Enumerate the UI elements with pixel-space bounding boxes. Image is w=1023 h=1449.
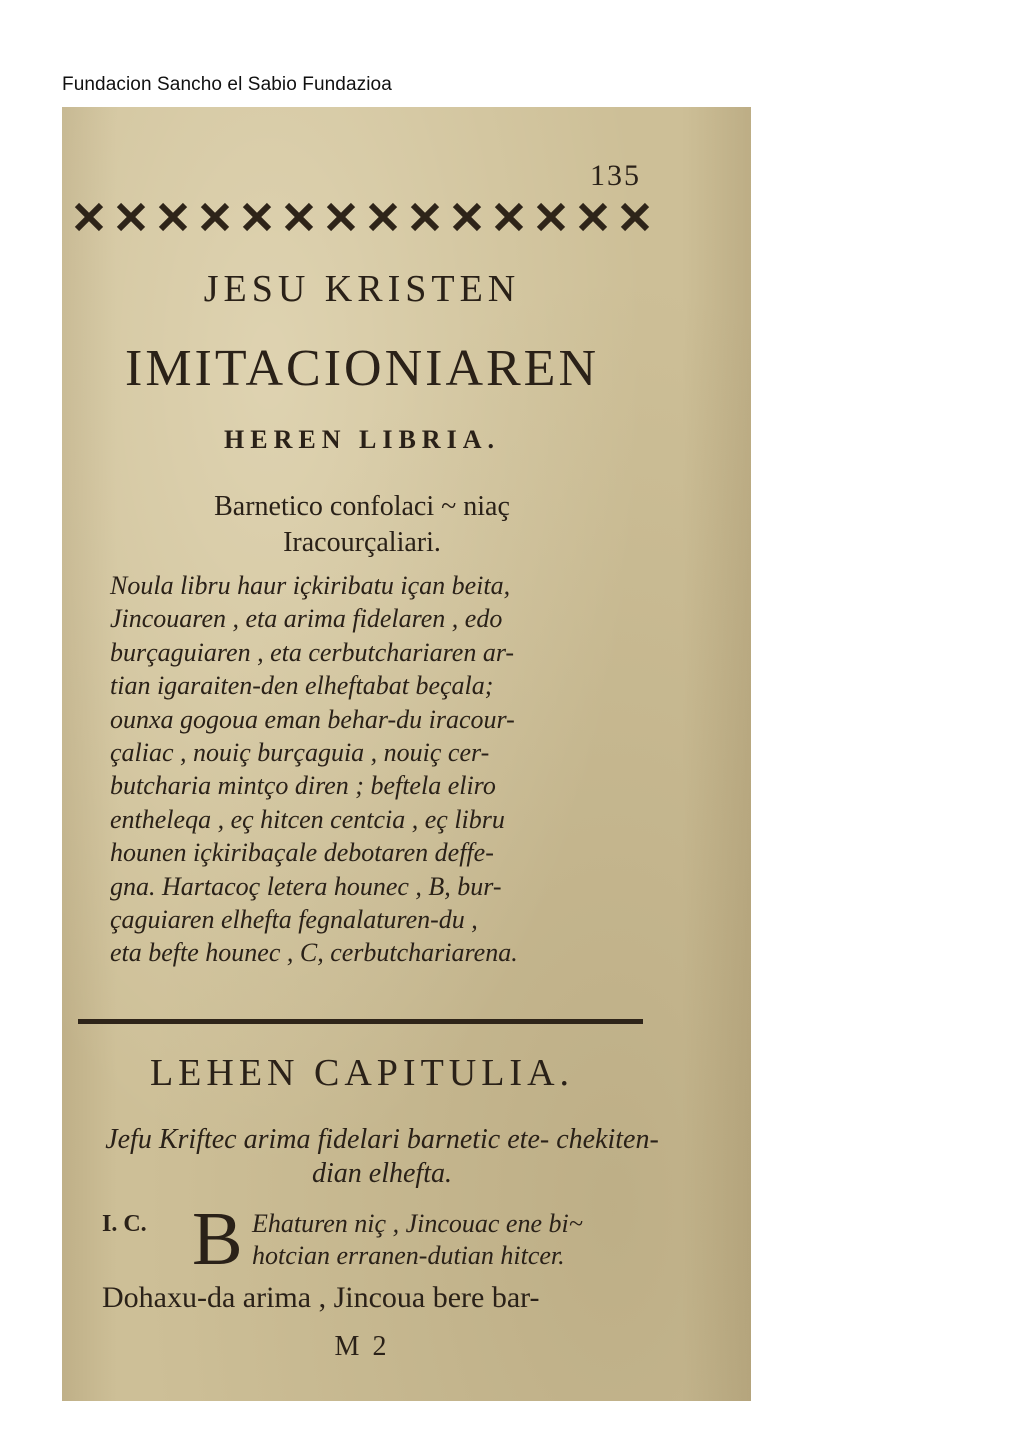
ornament-icon (618, 200, 652, 234)
subtitle-line: Iracourçaliari. (283, 527, 441, 558)
subtitle-line: Barnetico confolaci ~ niaç (214, 491, 510, 522)
chapter-subtitle: Jefu Kriftec arima fidelari barnetic ete- chekiten-dian elhefta. (105, 1124, 659, 1189)
title-line-2: IMITACIONIAREN (125, 340, 599, 397)
body-line: butcharia mintço diren ; beftela eliro (110, 771, 496, 801)
page-number: 135 (590, 159, 641, 192)
ornament-icon (534, 200, 568, 234)
body-line: burçaguiaren , eta cerbutchariaren ar- (110, 637, 515, 667)
subtitle (62, 489, 662, 561)
chapter-title: LEHEN CAPITULIA. (149, 1052, 575, 1094)
ornament-icon (366, 200, 400, 234)
ornament-icon (492, 200, 526, 234)
body-line: entheleqa , eç hitcen centcia , eç libru (110, 804, 505, 834)
title-line-1: JESU KRISTEN (203, 268, 521, 310)
ornament-icon (282, 200, 316, 234)
ornament-icon (408, 200, 442, 234)
ornament-icon (240, 200, 274, 234)
paragraph-line: Ehaturen niç , Jincouac ene bi~ (252, 1209, 583, 1238)
book-page-scan (62, 107, 751, 1401)
body-line: eta befte hounec , C, cerbutchariarena. (110, 938, 518, 968)
body-line: hounen içkiribaçale debotaren deffe- (110, 838, 494, 868)
body-line: çaguiaren elhefta fegnalaturen-du , (110, 905, 478, 935)
ornament-icon (450, 200, 484, 234)
ornament-icon (114, 200, 148, 234)
body-line: Noula libru haur içkiribatu içan beita, (110, 571, 511, 600)
ornament-icon (198, 200, 232, 234)
signature-mark: M 2 (334, 1331, 390, 1362)
title-line-3: HEREN LIBRIA. (224, 425, 500, 454)
intro-body-text (110, 569, 645, 970)
section-divider (78, 1019, 643, 1024)
body-line: tian igaraiten-den elheftabat beçala; (110, 671, 494, 701)
ornament-icon (324, 200, 358, 234)
decorative-ornament-row (72, 195, 652, 239)
drop-cap: B (192, 1197, 243, 1281)
body-line: çaliac , nouiç burçaguia , nouiç cer- (110, 738, 490, 768)
speaker-marker: I. C. (102, 1211, 147, 1237)
ornament-icon (576, 200, 610, 234)
body-line: ounxa gogoua eman behar-du iracour- (110, 704, 515, 734)
paragraph-line: hotcian erranen-dutian hitcer. (252, 1241, 565, 1270)
paragraph-line: Dohaxu-da arima , Jincoua bere bar- (102, 1281, 540, 1314)
source-label: Fundacion Sancho el Sabio Fundazioa (62, 74, 392, 95)
ornament-icon (156, 200, 190, 234)
body-line: Jincouaren , eta arima fidelaren , edo (110, 604, 503, 634)
ornament-icon (72, 200, 106, 234)
body-line: gna. Hartacoç letera hounec , B, bur- (110, 871, 502, 901)
